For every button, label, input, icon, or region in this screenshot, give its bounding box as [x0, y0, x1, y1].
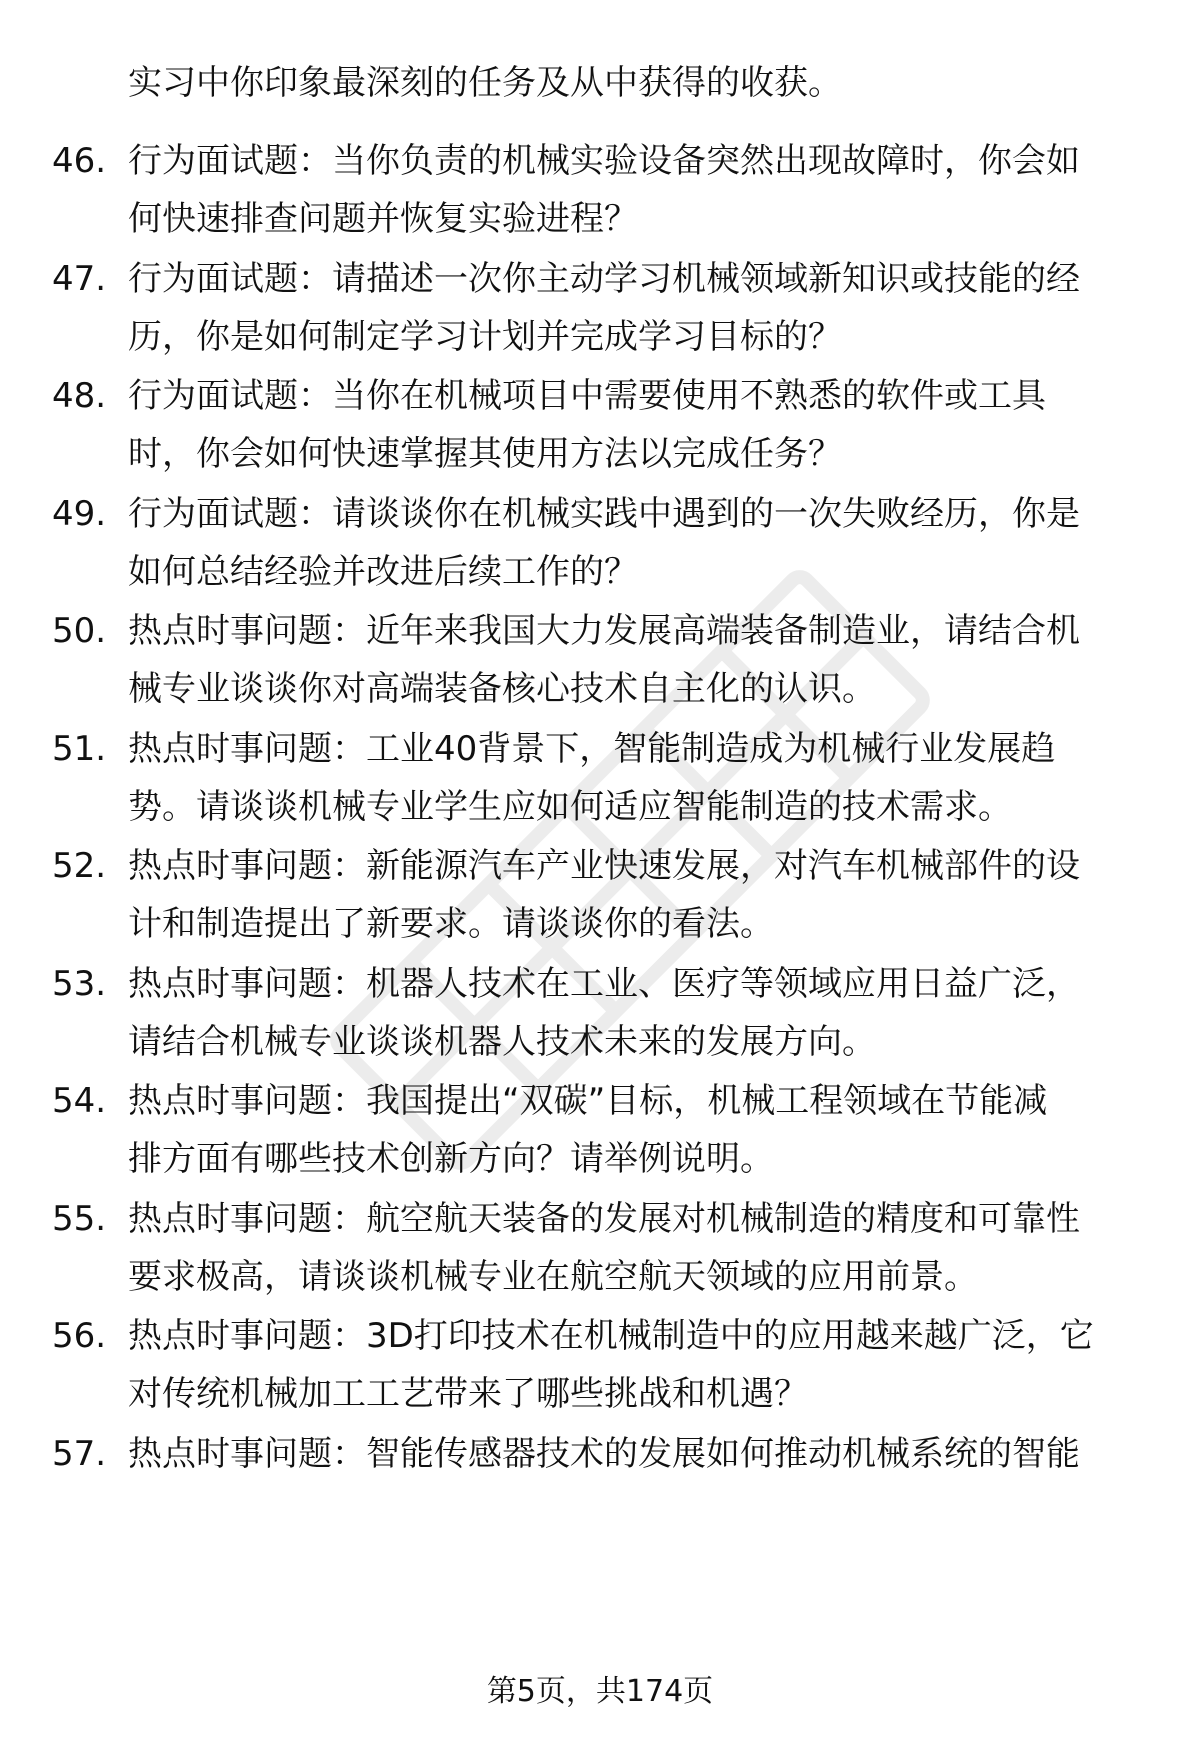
item-text — [128, 132, 1148, 248]
item-text-line: 热点时事问题：3D打印技术在机械制造中的应用越来越广泛，它 — [128, 1316, 1094, 1356]
item-text-line: 热点时事问题：机器人技术在工业、医疗等领域应用日益广泛， — [128, 964, 1080, 1004]
item-text-line: 械专业谈谈你对高端装备核心技术自主化的认识。 — [128, 669, 876, 709]
item-text-line: 对传统机械加工工艺带来了哪些挑战和机遇？ — [128, 1374, 808, 1414]
item-text — [128, 367, 1148, 483]
item-text-line: 势。请谈谈机械专业学生应如何适应智能制造的技术需求。 — [128, 787, 1012, 827]
item-text-line: 热点时事问题：近年来我国大力发展高端装备制造业，请结合机 — [128, 611, 1080, 651]
item-text — [128, 1307, 1148, 1423]
item-text — [128, 602, 1148, 718]
item-text — [128, 955, 1148, 1071]
item-number: 48. — [52, 376, 107, 416]
item-number: 50. — [52, 611, 107, 651]
item-text-line: 排方面有哪些技术创新方向？请举例说明。 — [128, 1139, 774, 1179]
item-text-line: 时，你会如何快速掌握其使用方法以完成任务？ — [128, 434, 842, 474]
page-footer: 第5页，共174页 — [486, 1674, 714, 1709]
item-text-line: 热点时事问题：工业40背景下，智能制造成为机械行业发展趋 — [128, 729, 1056, 769]
item-text-line: 计和制造提出了新要求。请谈谈你的看法。 — [128, 904, 774, 944]
item-number: 53. — [52, 964, 107, 1004]
item-number: 54. — [52, 1081, 107, 1121]
item-text-line: 历，你是如何制定学习计划并完成学习目标的？ — [128, 317, 842, 357]
continuation-line: 实习中你印象最深刻的任务及从中获得的收获。 — [128, 63, 842, 103]
item-text-line: 行为面试题：请谈谈你在机械实践中遇到的一次失败经历，你是 — [128, 494, 1080, 534]
item-text-line: 行为面试题：请描述一次你主动学习机械领域新知识或技能的经 — [128, 259, 1080, 299]
item-number: 57. — [52, 1434, 107, 1474]
item-text — [128, 1072, 1148, 1188]
item-text-line: 热点时事问题：航空航天装备的发展对机械制造的精度和可靠性 — [128, 1199, 1080, 1239]
item-text-line: 何快速排查问题并恢复实验进程？ — [128, 199, 638, 239]
item-text-line: 热点时事问题：新能源汽车产业快速发展，对汽车机械部件的设 — [128, 846, 1080, 886]
item-text-line: 热点时事问题：我国提出“双碳”目标，机械工程领域在节能减 — [128, 1081, 1048, 1121]
item-number: 51. — [52, 729, 107, 769]
item-text — [128, 720, 1148, 836]
item-number: 52. — [52, 846, 107, 886]
item-text — [128, 1190, 1148, 1306]
item-text — [128, 485, 1148, 601]
item-number: 56. — [52, 1316, 107, 1356]
item-number: 47. — [52, 259, 107, 299]
item-text-line: 如何总结经验并改进后续工作的？ — [128, 552, 638, 592]
item-text-line: 请结合机械专业谈谈机器人技术未来的发展方向。 — [128, 1022, 876, 1062]
item-text-line: 行为面试题：当你负责的机械实验设备突然出现故障时，你会如 — [128, 141, 1080, 181]
item-text-line: 热点时事问题：智能传感器技术的发展如何推动机械系统的智能 — [128, 1434, 1080, 1474]
item-number: 46. — [52, 141, 107, 181]
item-text-line: 行为面试题：当你在机械项目中需要使用不熟悉的软件或工具 — [128, 376, 1046, 416]
item-text — [128, 837, 1148, 953]
item-text — [128, 250, 1148, 366]
item-number: 49. — [52, 494, 107, 534]
item-number: 55. — [52, 1199, 107, 1239]
item-text-line: 要求极高，请谈谈机械专业在航空航天领域的应用前景。 — [128, 1257, 978, 1297]
item-text — [128, 1425, 1148, 1483]
